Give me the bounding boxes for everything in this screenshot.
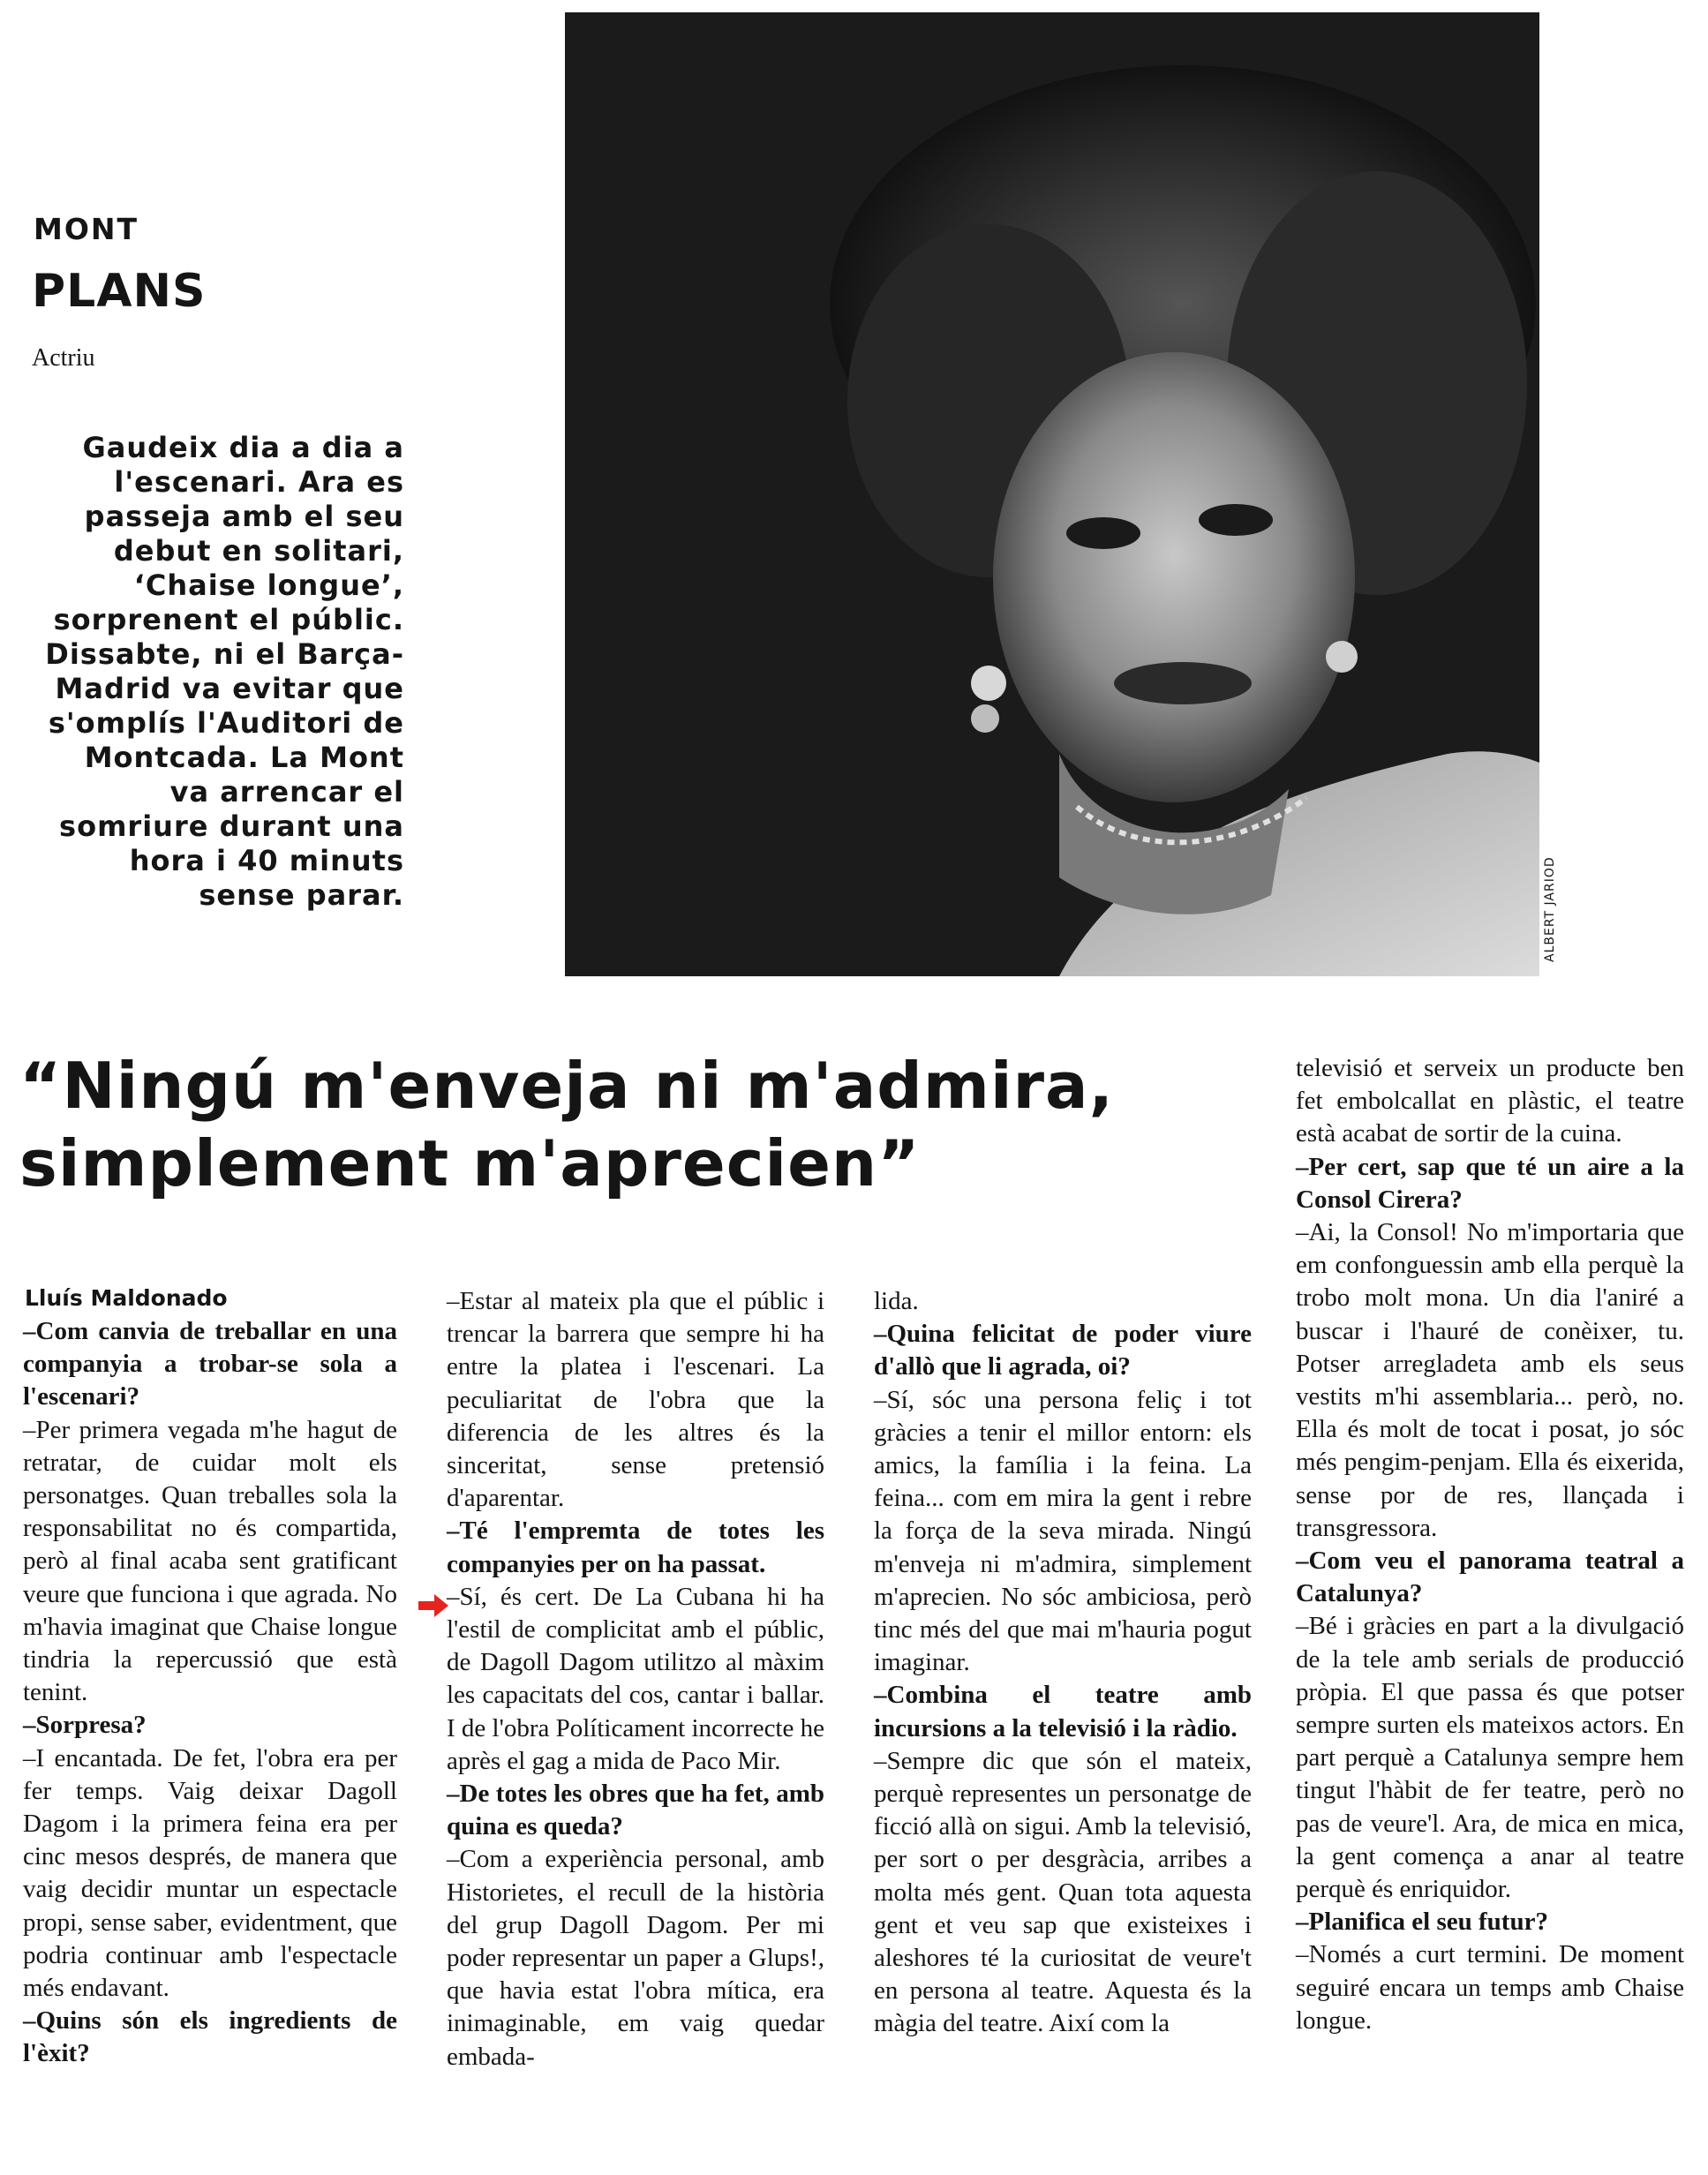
answer: televisió et serveix un producte ben fet embolcallat en plàstic, el teatre està acabat de sortir de la cuina. (1296, 1054, 1684, 1148)
role-label: Actriu (32, 344, 95, 372)
column-4 (1296, 1052, 1684, 2037)
question: –Quina felicitat de poder viure d'allò que li agrada, oi? (874, 1320, 1252, 1381)
question: –De totes les obres que ha fet, amb quina es queda? (447, 1780, 824, 1841)
column-2 (447, 1285, 824, 2073)
answer: –Només a curt termini. De moment seguiré encara un temps amb Chaise longue. (1296, 1940, 1684, 2035)
answer: –Bé i gràcies en part a la divulgació de la tele amb serials de producció pròpia. El que passa és que potser sempre surten els mateixos actors. En part perquè a Catalunya sempre hem tingut l'hàbit de fer teatre, però no pas de veure'l. Ara, de mica en mica, la gent comença a anar al teatre perquè és enriquidor. (1296, 1612, 1684, 1904)
answer: –Sempre dic que són el mateix, perquè representes un personatge de ficció allà on sigui. Amb la televisió, per sort o per desgràcia, arribes a molta més gent. Quan tota aquesta gent et veu sap que existeixes i aleshores té la curiositat de veure't en persona al teatre. Aquesta és la màgia del teatre. Així com la (874, 1746, 1252, 2038)
red-arrow-icon (418, 1594, 448, 1622)
question: –Per cert, sap que té un aire a la Consol Cirera? (1296, 1152, 1684, 1214)
column-1 (23, 1315, 397, 2071)
question: –Com canvia de treballar en una companyia a trobar-se sola a l'escenari? (23, 1317, 397, 1411)
answer: –Sí, sóc una persona feliç i tot gràcies a tenir el millor entorn: els amics, la família i la feina. La feina... com em mira la gent i rebre la força de la seva mirada. Ningú m'enveja ni m'admira, simplement m'aprecien. No sóc ambiciosa, però tinc més del que mai m'hauria pogut imaginar. (874, 1385, 1252, 1677)
answer: –Com a experiència personal, amb Historietes, el recull de la història del grup Dagoll Dagom. Per mi poder representar un paper a Glups!, que havia estat l'obra mítica, era inimaginable, em vaig quedar embada- (447, 1845, 824, 2071)
headline: “Ningú m'enveja ni m'admira, simplement m'aprecien” (19, 1049, 1114, 1200)
column-3 (874, 1285, 1252, 2041)
answer: –I encantada. De fet, l'obra era per fer temps. Vaig deixar Dagoll Dagom i la primera feina era per cinc mesos després, de manera que vaig decidir muntar un espectacle propi, sense saber, evidentment, que podria continuar amb l'espectacle més endavant. (23, 1743, 397, 2003)
name-last: PLANS (32, 265, 207, 318)
name-first: MONT (34, 212, 139, 246)
answer: –Sí, és cert. De La Cubana hi ha l'estil de complicitat amb el públic, de Dagoll Dagom utilitzo al màxim les capacitats del cos, cantar i ballar. I de l'obra Políticament incorrecte he après el gag a mida de Paco Mir. (447, 1582, 824, 1775)
question: –Planifica el seu futur? (1296, 1908, 1548, 1937)
answer: –Ai, la Consol! No m'importaria que em confonguessin amb ella perquè la trobo molt mona. Un dia l'aniré a buscar i l'hauré de conèixer, tu. Potser arregladeta amb els seus vestits m'hi assemblaria... però, no. Ella és molt de tocat i posat, jo sóc més pengim-penjam. Ella és eixerida, sense por de res, llançada i transgressora. (1296, 1218, 1684, 1542)
answer: lida. (874, 1287, 919, 1315)
question: –Quins són els ingredients de l'èxit? (23, 2006, 397, 2068)
question: –Combina el teatre amb incursions a la televisió i la ràdio. (874, 1681, 1252, 1742)
answer: –Per primera vegada m'he hagut de retratar, de cuidar molt els personatges. Quan treballes sola la responsabilitat no és compartida, però al final acaba sent gratificant veure que funciona i que agrada. No m'havia imaginat que Chaise longue tindria la repercussió que està tenint. (23, 1415, 397, 1707)
photo-credit: ALBERT JARIOD (1543, 856, 1557, 962)
intro-text: Gaudeix dia a dia a l'escenari. Ara es passeja amb el seu debut en solitari, ‘Chaise longue’, sorprenent el públic. Dissabte, ni el Barça-Madrid va evitar que s'omplís l'Auditori de Montcada. La Mont va arrencar el somriure durant una hora i 40 minuts sense parar. (45, 431, 404, 912)
answer: –Estar al mateix pla que el públic i trencar la barrera que sempre hi ha entre la platea i l'escenari. La peculiaritat de l'obra que la diferencia de les altres és la sinceritat, sense pretensió d'aparentar. (447, 1287, 824, 1513)
portrait-photo (565, 12, 1539, 976)
byline: Lluís Maldonado (25, 1285, 228, 1311)
question: –Sorpresa? (23, 1711, 147, 1740)
question: –Té l'empremta de totes les companyies per on ha passat. (447, 1516, 824, 1578)
question: –Com veu el panorama teatral a Catalunya? (1296, 1547, 1684, 1608)
